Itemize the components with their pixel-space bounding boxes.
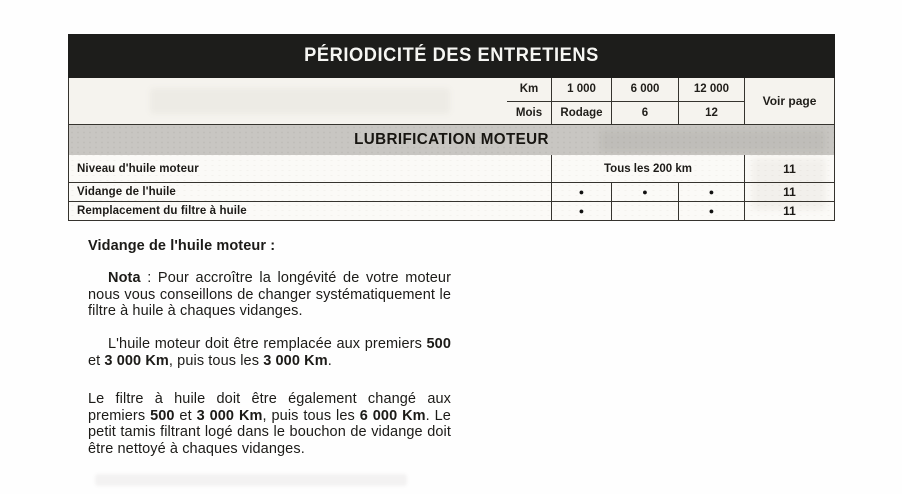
table-row: [69, 155, 834, 182]
bullet-mark-icon: ●: [708, 205, 715, 216]
bold-value: 500: [426, 336, 451, 353]
text-run: .: [327, 352, 332, 369]
bullet-mark-icon: ●: [578, 186, 585, 197]
row-label: Niveau d'huile moteur: [77, 162, 199, 175]
text-run: , puis tous les: [262, 407, 360, 424]
page-title: PÉRIODICITÉ DES ENTRETIENS: [304, 45, 599, 66]
notes-text-block: [88, 238, 451, 458]
text-run: L'huile moteur doit être remplacée aux premiers: [108, 336, 427, 353]
table-header-row: [69, 78, 834, 125]
interval-note-cell: Tous les 200 km: [551, 155, 744, 182]
table-row: [69, 201, 834, 220]
header-blank-cell: [69, 78, 507, 124]
text-run: Le filtre à huile doit être également changé aux premiers: [88, 390, 451, 424]
km-interval-1: 1 000: [552, 78, 611, 102]
row-label: Remplacement du filtre à huile: [77, 205, 247, 217]
table-body: [68, 78, 835, 221]
text-run: et: [88, 352, 105, 369]
mois-interval-1: Rodage: [560, 106, 603, 119]
header-units-cell: [507, 78, 551, 124]
table-title-bar: [68, 34, 835, 78]
page-ref-cell: 11: [744, 183, 834, 201]
text-run: et: [174, 407, 197, 424]
oil-change-paragraph: [88, 336, 451, 370]
notes-heading: Vidange de l'huile moteur :: [88, 238, 276, 254]
scan-artifact: [95, 474, 407, 486]
text-run: , puis tous les: [168, 352, 264, 369]
bullet-mark-icon: ●: [578, 205, 585, 216]
nota-paragraph: [88, 270, 451, 320]
bold-value: 6 000 Km: [359, 407, 426, 424]
table-row: [69, 182, 834, 201]
header-interval-1: [551, 78, 611, 124]
section-band: [69, 125, 834, 155]
text-run: . Le petit tamis filtrant logé dans le bouchon de vidange doit être nettoyé à chaques vidanges.: [88, 407, 451, 458]
km-interval-2: 6 000: [612, 78, 678, 102]
unit-mois-label: Mois: [515, 106, 543, 119]
page-ref-cell: 11: [744, 202, 834, 220]
km-interval-3: 12 000: [679, 78, 744, 102]
bold-value: 3 000 Km: [263, 352, 328, 369]
bold-value: 3 000 Km: [104, 352, 169, 369]
page-ref-cell: 11: [744, 155, 834, 182]
filter-change-paragraph: [88, 391, 451, 458]
bullet-mark-icon: ●: [642, 186, 648, 197]
unit-km-label: Km: [507, 78, 551, 102]
bullet-mark-icon: ●: [708, 186, 715, 197]
bold-value: 500: [150, 407, 175, 424]
header-interval-3: [678, 78, 744, 124]
section-title: LUBRIFICATION MOTEUR: [354, 131, 549, 148]
header-interval-2: [611, 78, 678, 124]
bold-value: 3 000 Km: [196, 407, 263, 424]
mois-interval-3: 12: [705, 106, 718, 119]
nota-label: Nota: [108, 269, 141, 286]
maintenance-schedule-table: [68, 34, 835, 221]
mois-interval-2: 6: [641, 106, 649, 119]
text-run: : Pour accroître la longévité de votre moteur nous vous conseillons de changer systématiquement le filtre à huile à chaques vidanges.: [88, 269, 451, 320]
row-label: Vidange de l'huile: [77, 186, 176, 198]
voir-page-header: Voir page: [744, 78, 834, 124]
